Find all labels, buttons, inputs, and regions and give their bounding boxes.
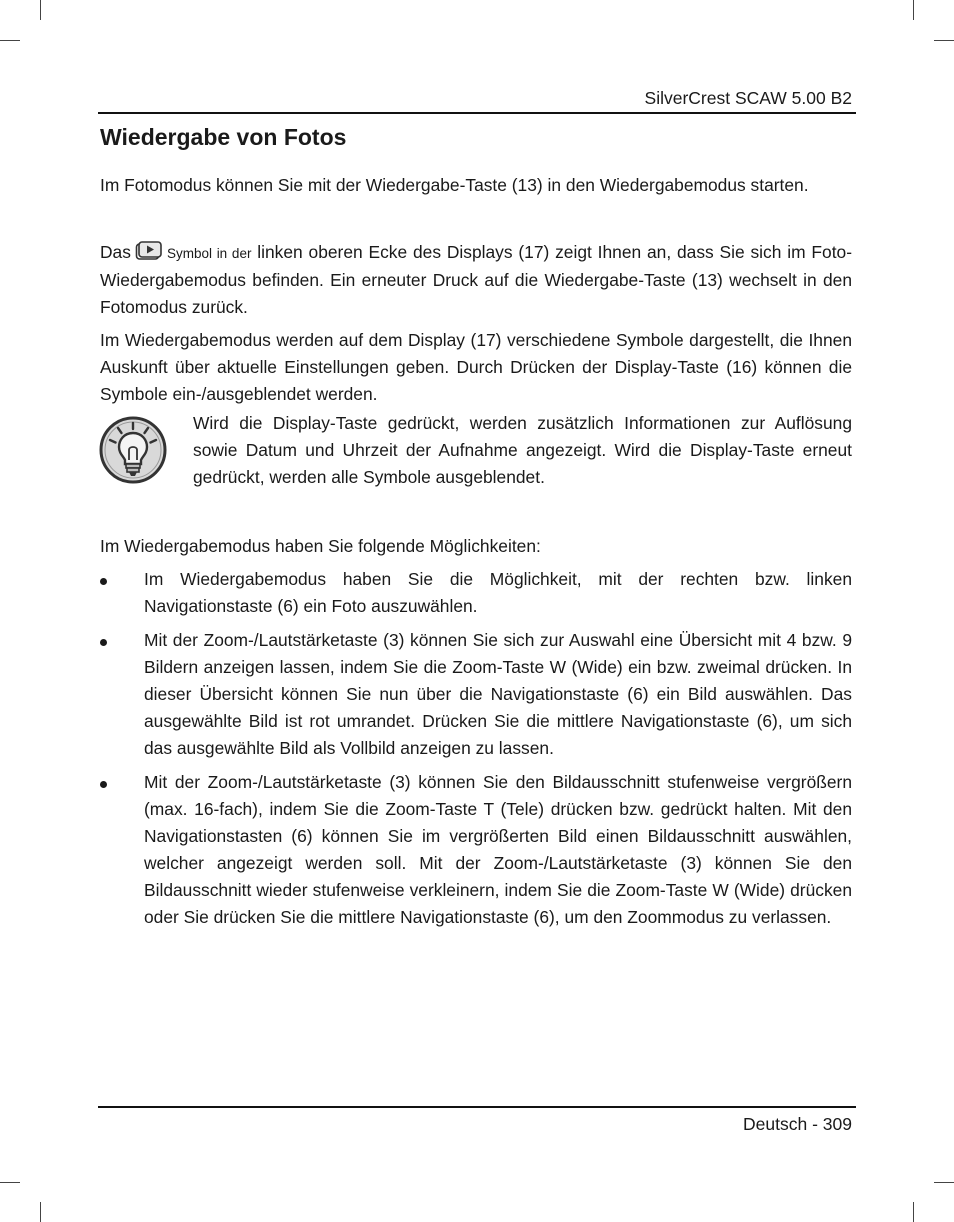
list-item-text: Im Wiedergabemodus haben Sie die Möglichkeit, mit der rechten bzw. linken Navigationstaste (6) ein Foto auszuwählen.: [144, 569, 852, 616]
crop-mark: [40, 0, 41, 20]
list-item-text: Mit der Zoom-/Lautstärketaste (3) können Sie sich zur Auswahl eine Übersicht mit 4 bzw. 9 Bildern anzeigen lassen, indem Sie die Zoom-Taste W (Wide) ein bzw. zweimal drücken. In dieser Übersicht können Sie nun über die Navigationstaste (6) ein Bild auswählen. Das ausgewählte Bild ist rot umrandet. Drücken Sie die mittlere Navigationstaste (6), um sich das ausgewählte Bild als Vollbild anzeigen zu lassen.: [144, 630, 852, 758]
crop-mark: [913, 1202, 914, 1222]
crop-mark: [40, 1202, 41, 1222]
crop-mark: [934, 1182, 954, 1183]
header-product-name: SilverCrest SCAW 5.00 B2: [644, 88, 852, 108]
bullet-icon: [100, 639, 107, 646]
section-title: Wiedergabe von Fotos: [100, 124, 347, 150]
lightbulb-icon: [98, 414, 168, 486]
list-item-text: Mit der Zoom-/Lautstärketaste (3) können Sie den Bildausschnitt stufenweise vergrößern (max. 16-fach), indem Sie die Zoom-Taste T (Tele) drücken bzw. gedrückt halten. Mit den Navigationstasten (6) können Sie im vergrößerten Bild einen Bildausschnitt auswählen, welcher angezeigt werden soll. Mit der Zoom-/Lautstärketaste (3) können Sie den Bildausschnitt wieder stufenweise verkleinern, indem Sie die Zoom-Taste W (Wide) drücken oder Sie drücken Sie die mittlere Navigationstaste (6), um den Zoommodus zu verlassen.: [144, 772, 852, 927]
crop-mark: [0, 1182, 20, 1183]
photo-playback-icon: [135, 241, 165, 261]
paragraph-text-small: Symbol in der: [166, 246, 252, 261]
page-number: Deutsch - 309: [743, 1114, 852, 1134]
footer-rule: [98, 1106, 856, 1108]
paragraph-text-rest: linken oberen Ecke des Displays (17) zeigt Ihnen an, dass Sie sich im Foto-Wiedergabemodus befinden. Ein erneuter Druck auf die Wiedergabe-Taste (13) wechselt in den Fotomodus zurück.: [100, 242, 852, 317]
options-list: [100, 566, 852, 938]
tip-text: Wird die Display-Taste gedrückt, werden zusätzlich Informationen zur Auflösung sowie Datum und Uhrzeit der Aufnahme angezeigt. Wird die Display-Taste erneut gedrückt, werden alle Symbole ausgeblendet.: [193, 413, 852, 487]
crop-mark: [934, 40, 954, 41]
crop-mark: [0, 40, 20, 41]
bullet-icon: [100, 578, 107, 585]
list-item: [100, 769, 852, 931]
list-item: [100, 566, 852, 620]
crop-mark: [913, 0, 914, 20]
paragraph-playback-symbol: [100, 239, 852, 321]
header-rule: [98, 112, 856, 114]
paragraph-display-symbols: Im Wiedergabemodus werden auf dem Display (17) verschiedene Symbole dargestellt, die Ihnen Auskunft über aktuelle Einstellungen geben. Durch Drücken der Display-Taste (16) können die Symbole ein-/ausgeblendet werden.: [100, 330, 852, 404]
paragraph-options-intro: Im Wiedergabemodus haben Sie folgende Möglichkeiten:: [100, 536, 541, 556]
list-item: [100, 627, 852, 762]
paragraph-text-start: Das: [100, 242, 131, 262]
bullet-icon: [100, 781, 107, 788]
paragraph-intro: Im Fotomodus können Sie mit der Wiedergabe-Taste (13) in den Wiedergabemodus starten.: [100, 175, 809, 195]
